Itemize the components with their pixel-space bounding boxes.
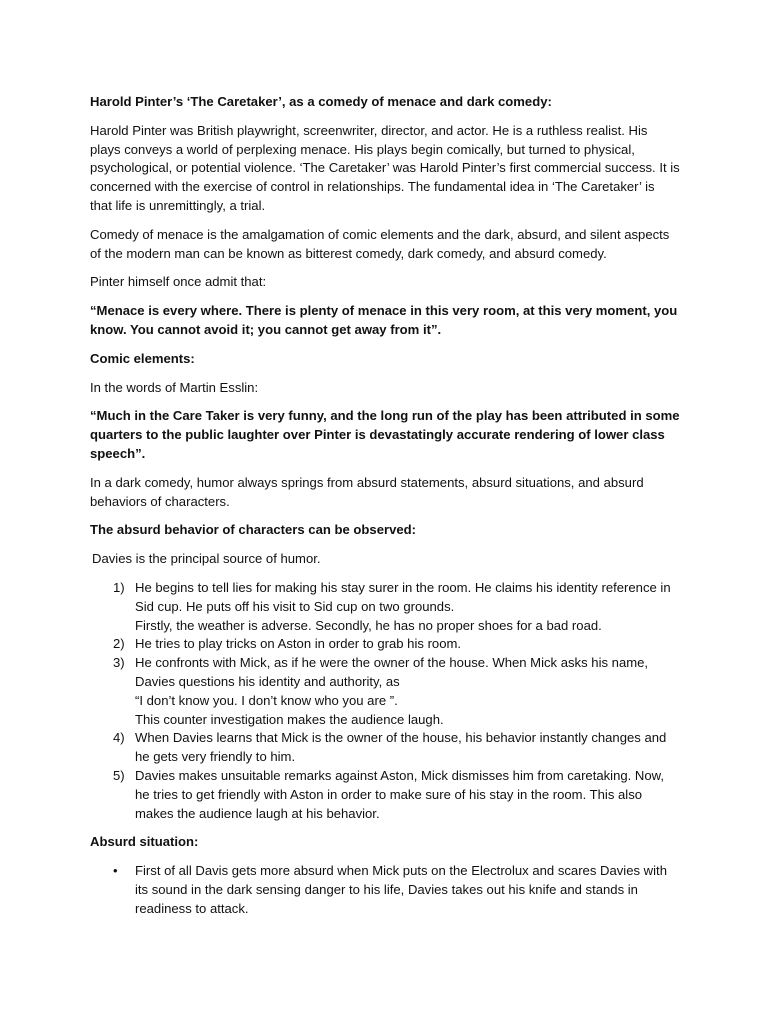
paragraph-comedy-of-menace: Comedy of menace is the amalgamation of comic elements and the dark, absurd, and silent aspects of the modern man can be known as bitterest comedy, dark comedy, and absurd comedy. [90, 226, 670, 261]
list-item-text: Davies makes unsuitable remarks against Aston, Mick dismisses him from caretaking. Now, he tries to get friendly with Aston in order to make sure of his stay in the room. This also makes the audience laugh at his behavior. [135, 767, 665, 821]
subheading-absurd-behavior: The absurd behavior of characters can be observed: [90, 522, 416, 538]
quote-esslin: “Much in the Care Taker is very funny, and the long run of the play has been attributed in some quarters to the public laughter over Pinter is devastatingly accurate rendering of lower class speech”. [90, 408, 680, 461]
list-item-text: He begins to tell lies for making his stay surer in the room. He claims his identity reference in Sid cup. He puts off his visit to Sid cup on two grounds. [135, 579, 671, 614]
list-item-number: 5) [113, 767, 125, 783]
quote-menace: “Menace is every where. There is plenty of menace in this very room, at this very moment, you know. You cannot avoid it; you cannot get away from it”. [90, 303, 678, 337]
paragraph-davies: Davies is the principal source of humor. [92, 551, 321, 567]
list-item [90, 579, 680, 635]
list-item-text: He confronts with Mick, as if he were the owner of the house. When Mick asks his name, Davies questions his identity and authority, as [135, 655, 649, 689]
list-item [90, 654, 680, 729]
bullet-item-text: First of all Davis gets more absurd when Mick puts on the Electrolux and scares Davies with its sound in the dark sensing danger to his life, Davies takes out his knife and stands in readiness to attack. [135, 863, 667, 916]
list-item-text: He tries to play tricks on Aston in order to grab his room. [135, 636, 462, 652]
list-item-number: 1) [113, 579, 125, 595]
list-item [90, 729, 680, 767]
paragraph-intro: Harold Pinter was British playwright, screenwriter, director, and actor. He is a ruthless realist. His plays conveys a world of perplexing menace. His plays begin comically, but turned to physical, psychological, or potential violence. ‘The Caretaker’ was Harold Pinter’s first commercial success. It is concerned with the exercise of control in relationships. The fundamental idea in ‘The Caretaker’ is that life is unremittingly, a trial. [90, 122, 680, 213]
subheading-comic-elements: Comic elements: [90, 350, 195, 366]
list-item-number: 4) [113, 730, 125, 746]
paragraph-pinter-admit: Pinter himself once admit that: [90, 274, 267, 290]
list-item [90, 635, 680, 654]
bullet-list [90, 862, 680, 918]
list-item-number: 2) [113, 636, 125, 652]
document-heading: Harold Pinter’s ‘The Caretaker’, as a comedy of menace and dark comedy: [90, 94, 552, 109]
numbered-list [90, 579, 680, 823]
bullet-item [90, 862, 680, 918]
bullet-dot-icon: • [113, 863, 118, 879]
paragraph-esslin: In the words of Martin Esslin: [90, 379, 259, 395]
list-item-text: Firstly, the weather is adverse. Secondly, he has no proper shoes for a bad road. [135, 617, 602, 633]
paragraph-dark-comedy: In a dark comedy, humor always springs from absurd statements, absurd situations, and absurd behaviors of characters. [90, 474, 644, 509]
list-item-text: When Davies learns that Mick is the owner of the house, his behavior instantly changes and he gets very friendly to him. [135, 730, 667, 765]
list-item [90, 767, 680, 823]
document-body [90, 93, 680, 918]
list-item-text: “I don’t know you. I don’t know who you are ”. [135, 692, 398, 708]
list-item-text: This counter investigation makes the audience laugh. [135, 711, 444, 727]
list-item-number: 3) [113, 655, 125, 671]
subheading-absurd-situation: Absurd situation: [90, 834, 199, 850]
